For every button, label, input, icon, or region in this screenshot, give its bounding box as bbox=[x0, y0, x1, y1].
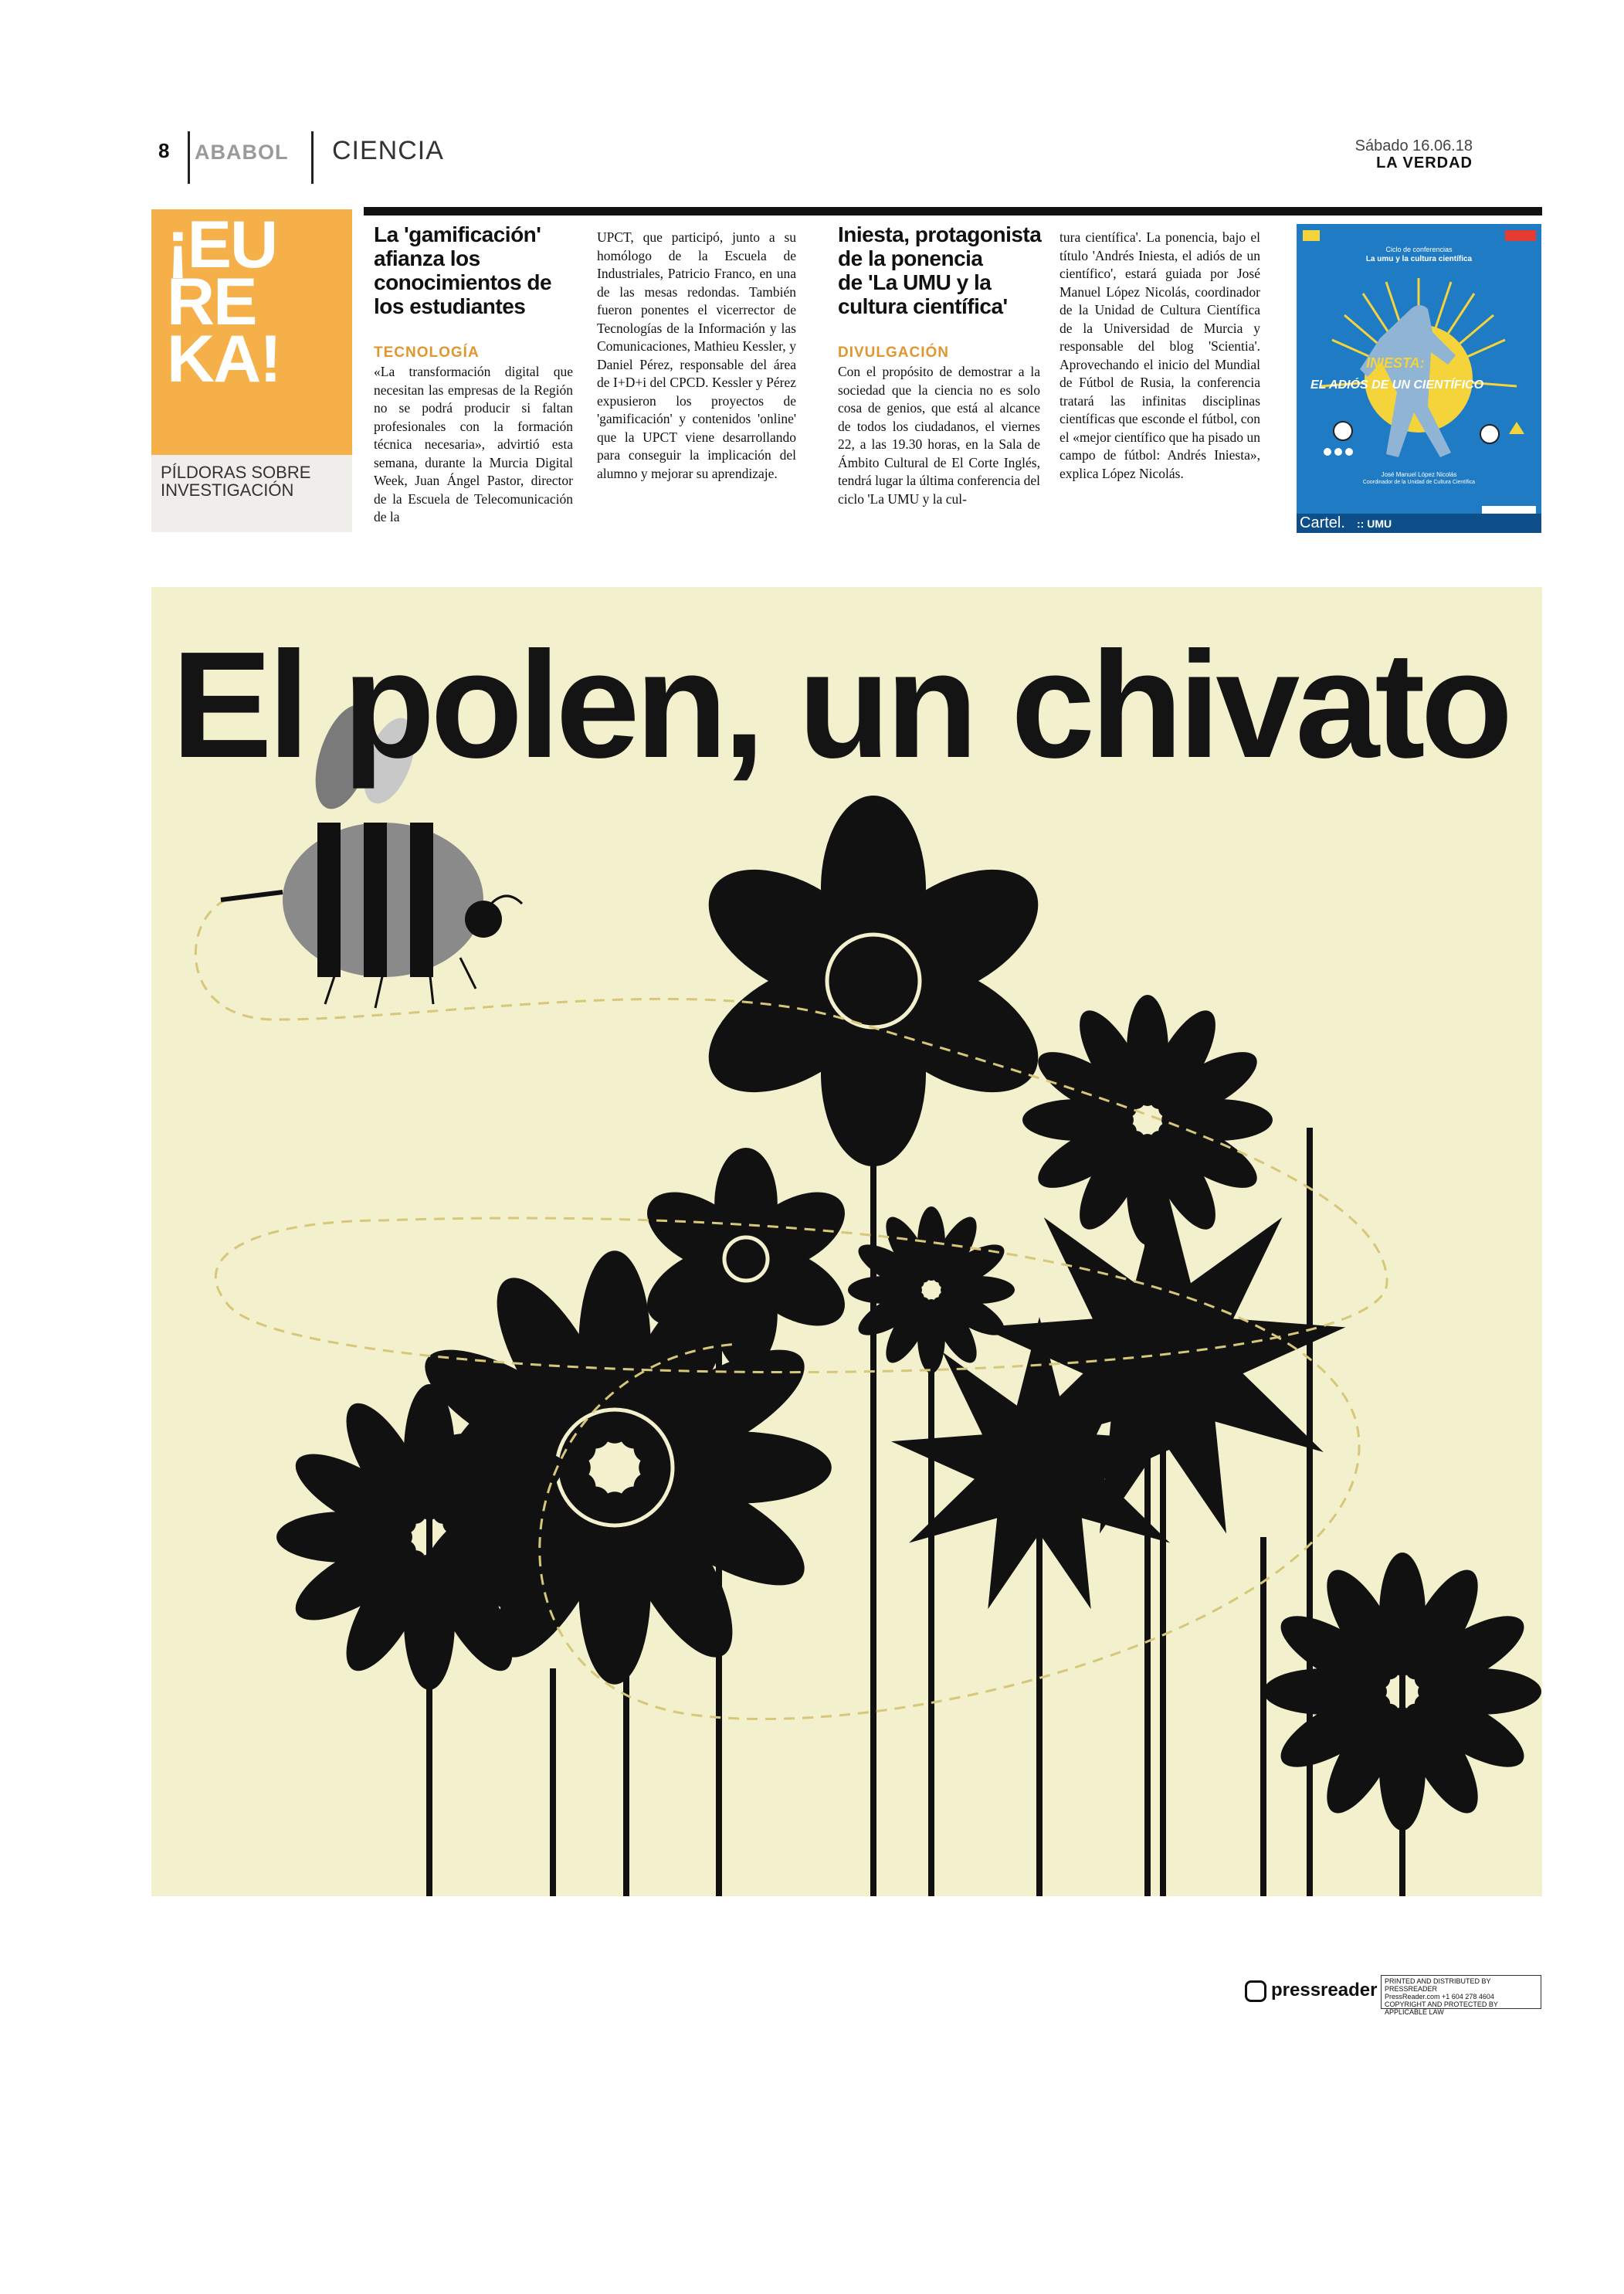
publication-name: LA VERDAD bbox=[1376, 154, 1473, 171]
eureka-subtitle: PÍLDORAS SOBRE INVESTIGACIÓN bbox=[161, 463, 311, 500]
header-divider bbox=[311, 131, 314, 184]
poster-top-line2: La umu y la cultura científica bbox=[1365, 255, 1473, 263]
article1-column2: UPCT, que participó, junto a su homólogo de la Escuela de Industriales, Patricio Franco, en una de las mesas redondas. También fueron ponentes el vicerrector de Tecnologías de la Información y las Comunicaciones, Mathieu Kessler, y Daniel Pérez, responsable del área de I+D+i del CPCD. Kessler y Pérez expusieron los proyectos de 'gamificación' y contenidos 'online' que la UPCT viene desarrollando para conseguir la implicación del alumno y mejorar su aprendizaje. bbox=[597, 229, 796, 481]
article1-kicker: TECNOLOGÍA bbox=[374, 344, 480, 361]
article1-headline: La 'gamificación' afianza los conocimientos de los estudiantes bbox=[374, 222, 552, 318]
article2-kicker: DIVULGACIÓN bbox=[838, 344, 949, 361]
article2-headline: Iniesta, protagonista de la ponencia de 'La UMU y la cultura científica' bbox=[838, 222, 1042, 318]
article2-column2: tura científica'. La ponencia, bajo el título 'Andrés Iniesta, el adiós de un científico', estará guiada por José Manuel López Nicolás, coordinador de la Unidad de Cultura Científica de la Universidad de Murcia y responsable del blog 'Scientia'. Aprovechando el inicio del Mundial de Fútbol de Rusia, la conferencia tratará las infinitas disciplinas científicas que esconde el fútbol, con el «mejor científico que ha pisado un campo de fútbol: Andrés Iniesta», explica López Nicolás. bbox=[1059, 229, 1260, 481]
section-name: ABABOL bbox=[195, 141, 289, 164]
article1-column1: «La transformación digital que necesitan las empresas de la Región no se podrá producir si faltan profesionales con la formación técnica necesaria», advirtió esta semana, durante la Murcia Digital Week, Juan Ángel Pastor, director de la Escuela de Telecomunicación de la bbox=[374, 364, 573, 524]
article2-column1: Con el propósito de demostrar a la sociedad que la ciencia no es solo cosa de genios, que está al alcance de todos los ciudadanos, el viernes 22, a las 19.30 horas, en la Sala de Ámbito Cultural de El Corte Inglés, tendrá lugar la última conferencia del ciclo 'La UMU y la cul- bbox=[838, 364, 1040, 507]
poster-presenter2: Coordinador de la Unidad de Cultura Científica bbox=[1362, 480, 1476, 485]
poster-presenter1: José Manuel López Nicolás bbox=[1381, 471, 1457, 478]
poster-caption-logo: :: UMU bbox=[1357, 518, 1392, 530]
pressreader-legal: PRINTED AND DISTRIBUTED BY PRESSREADER PressReader.com +1 604 278 4604 COPYRIGHT AND PROTECTED BY APPLICABLE LAW bbox=[1381, 1975, 1541, 2009]
header-rule bbox=[364, 207, 1542, 215]
sub-section-name: CIENCIA bbox=[332, 136, 444, 165]
feature-title: El polen, un chivato bbox=[171, 620, 1509, 789]
eureka-title: ¡EU RE KA! bbox=[167, 208, 280, 396]
poster-title1: INIESTA: bbox=[1366, 355, 1425, 371]
poster-caption: Cartel. bbox=[1300, 514, 1345, 531]
pressreader-brand: pressreader bbox=[1271, 1980, 1378, 2000]
pressreader-icon bbox=[1245, 1980, 1266, 2002]
poster-image bbox=[1297, 224, 1541, 533]
header-divider bbox=[188, 131, 190, 184]
pressreader-logo bbox=[1245, 1980, 1377, 2002]
poster-top-line1: Ciclo de conferencias bbox=[1385, 246, 1453, 253]
issue-date: Sábado 16.06.18 bbox=[1354, 137, 1473, 154]
poster-title2: EL ADIÓS DE UN CIENTÍFICO bbox=[1310, 378, 1484, 392]
page-number: 8 bbox=[158, 139, 170, 162]
